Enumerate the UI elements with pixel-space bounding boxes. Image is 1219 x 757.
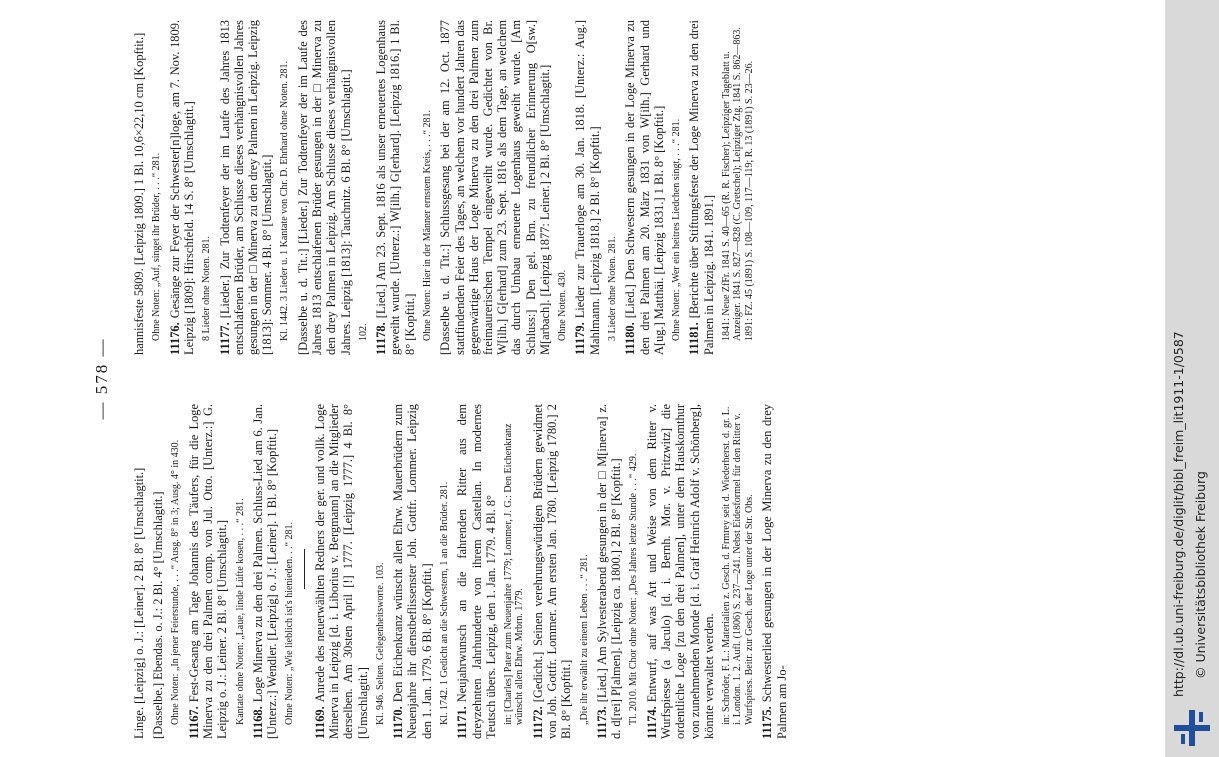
page-number: — 578 — xyxy=(92,337,111,420)
entry-text: [Lied.] Am Sylvesterabend gesungen in der □ M[inerva] z. d. d[rei] P[almen]. [Leipzig ca. 1800.] 2 Bl. 8° [Kopftit.] xyxy=(595,404,624,739)
entry-number: 11180. xyxy=(623,322,638,355)
catalog-entry xyxy=(531,404,574,739)
library-logo-icon xyxy=(1172,708,1212,748)
entry-number: 11178. xyxy=(374,322,389,355)
source-url[interactable]: http://dl.ub.uni-freiburg.de/diglit/bibl_freim_lit1911-1/0587 xyxy=(1171,331,1186,697)
catalog-entry xyxy=(374,20,417,355)
catalog-entry xyxy=(645,404,716,739)
catalog-entry xyxy=(132,404,146,739)
entry-text: Linge. [Leipzig] o. J.: [Leiner]. 2 Bl. 8° [Umschlagtit.] xyxy=(132,467,146,739)
entry-text: [Lieder.] Zur Todtenfeyer der im Laufe des Jahres 1813 entschlafenen Brüder, am Schlusse dieses verhängnisvollen Jahres gesungen in der □ Minerva zu den drey Palmen in Leipzig. Leipzig [1813]: Sommer. 4 Bl. 8° [Umschlagtit.] xyxy=(217,20,275,355)
entry-text: Gesänge zur Feyer der Schwester[n]loge, am 7. Nov. 1809. Leipzig [1809]: Hirschfeld. 14 S. 8° [Umschlagtit.] xyxy=(167,20,196,355)
entry-number: 11176. xyxy=(167,322,182,355)
entry-text: [Dasselbe.] Ebendas. o. J.: 2 Bl. 4° [Umschlagtit.] xyxy=(151,491,166,739)
entry-text: Lieder zur Trauerloge am 30. Jan. 1818. [Unterz.: Aug.] Mahlmann. [Leipzig 1818.] 2 Bl. 8° [Kopftit.] xyxy=(573,20,602,355)
entry-note: Ohne Noten: Hier in der Männer ernstem Kreis, . . .“ 281. xyxy=(421,109,433,341)
entry-note: „Die ihr erwählt zu einem Leben . . .“ 281. xyxy=(578,554,590,725)
entry-note: Kl. 946. Selten. Gelegenheitsworte. 103. xyxy=(374,562,386,725)
catalog-entry xyxy=(187,404,230,739)
catalog-entry xyxy=(623,20,666,355)
right-column xyxy=(132,20,760,355)
entry-text: [Lied.] Am 23. Sept. 1816 als unser erneuertes Logenhaus geweiht wurde. [Unterz.:] W[ilh.] G[erhard]. [Leipzig 1816.] 1 Bl. 8° [Kopftit.] xyxy=(374,20,417,355)
catalog-entry xyxy=(438,20,552,355)
entry-note: in: Schröder, F. L.: Materialien z. Gesch. d. Frmrey seit d. Wiederherst. d. gr. L. i. London. 1. 2. Aufl. (1806) S. 237—241. Nebst Eidesformel für den Ritter v. Wurfspiess. Beitr. zur Gesch. der Loge unter der Str. Obs. xyxy=(720,406,755,725)
catalog-entry xyxy=(313,404,370,739)
catalog-entry xyxy=(455,404,498,739)
entry-number: 11168. xyxy=(251,706,266,739)
entry-text: [Dasselbe u. d. Tit.:] [Lieder.] Zur Todtenfeyer der im Laufe des Jahres 1813 entschlafenen Brüder gesungen in der □ Minerva zu den drey Palmen in Leipzig. Am Schlusse dieses verhängnisvollen Jahres. Leipzig [1813]: Tauchnitz. 6 Bl. 8° [Umschlagtit.] xyxy=(295,20,353,355)
entry-number: 11179. xyxy=(573,322,588,355)
left-column xyxy=(132,404,794,739)
entry-text: Neujahrwunsch an die fahrenden Ritter aus dem dreyzehnten Jahrhunderte von ihrem Castellan. In modernes Teutsch übers. Leipzig, den 1. Jan. 1779. 4 Bl. 8° xyxy=(455,404,498,739)
entry-note: Ohne Noten: „In jener Feierstunde, . . .“ Ausg. 8° in 3; Ausg. 4° in 430. xyxy=(170,439,182,725)
catalog-entry xyxy=(132,20,146,355)
section-divider xyxy=(304,549,305,589)
entry-note: 102. xyxy=(357,323,369,341)
entry-text: Anrede des neuerwählten Redners der ger. und vollk. Loge Minerva in Leipzig [d. i. Liborius v. Bergmann] an die Mitglieder derselben. Am 30sten April [!] 1777. [Leipzig 1777.] 4 Bl. 8° [Umschlagtit.] xyxy=(312,404,370,739)
entry-note: 1841: Neue ZfFr. 1841 S. 40—65 (R. R. Fischer); Leipziger Tageblatt u. Anzeiger. 1841 S. 827—828 (C. Gretschel); Leipziger Ztg. 1841 S. 862—863. 1891: FZ. 45 (1891) S. 108—109, 117—119; R. 13 (1891) S. 23—26. xyxy=(720,27,755,341)
entry-note: Ohne Noten. 430. xyxy=(556,269,568,341)
entry-number: 11174. xyxy=(644,706,659,739)
entry-text: Den Eichenkranz wünscht allen Ehrw. Mauerbrüdern zum Neuenjahre ihr dienstbeflissenster Joh. Gottfr. Lommer. Leipzig den 1. Jan. 1779. 6 Bl. 8° [Kopftit.] xyxy=(391,404,434,739)
entry-note: Ohne Noten: „Wer ein heitres Liedchen singt, . . .“ 281. xyxy=(670,118,682,341)
catalog-entry xyxy=(687,20,715,355)
catalog-entry xyxy=(296,20,353,355)
entry-text: Loge Minerva zu den drei Palmen. Schluss-Lied am 6. Jan. [Unterz.:] Wendler. [Leipzig] o. J.: [Leiner]. 1 Bl. 8° [Kopftit.] xyxy=(251,404,280,739)
entry-text: Schwesterlied gesungen in der Loge Minerva zu den drey Palmen am Jo- xyxy=(760,404,789,739)
entry-text: [Lied.] Den Schwestern gesungen in der Loge Minerva zu den drei Palmen am 20. März 1831 von W[ilh.] Gerhard und A[ug.] Matthäi. [Leipzig 1831.] 1 Bl. 8° [Kopftit.] xyxy=(623,20,666,355)
catalog-entry xyxy=(391,404,434,739)
catalog-entry xyxy=(573,20,601,355)
copyright-notice: © Universitätsbibliothek Freiburg xyxy=(1193,471,1208,679)
entry-note: Tl. 2010. Mit Chor ohne Noten: „Des Jahres letzte Stunde . . .“ 429. xyxy=(628,453,640,725)
entry-number: 11173. xyxy=(595,706,610,739)
entry-note: Ohne Noten: „Auf, singet ihr Brüder, . . .“ 281. xyxy=(151,152,163,341)
entry-note: Kl. 1742. 1 Gedicht an die Schwestern, 1 an die Brüder. 281. xyxy=(438,481,450,725)
entry-number: 11169. xyxy=(312,706,327,739)
entry-text: hannisfeste 5809. [Leipzig 1809.] 1 Bl. 10,6×22,10 cm [Kopftit.] xyxy=(132,32,146,355)
catalog-entry xyxy=(218,20,275,355)
entry-note: Kantate ohne Noten: „Laue, linde Lüfte kosen, . . .“ 281. xyxy=(234,498,246,725)
entry-number: 11177. xyxy=(217,322,232,355)
entry-number: 11171. xyxy=(455,706,470,739)
entry-number: 11172. xyxy=(530,706,545,739)
catalog-entry xyxy=(595,404,623,739)
entry-note: Kl. 1442. 3 Lieder u. 1 Kantate von Chr. D. Ehrhard ohne Noten. 281. xyxy=(279,61,291,341)
entry-note: in: [Charles] Pater zum Neuenjahre 1779; Lommer, J. G.: Den Eichenkranz wünscht allen Ehrw. Mrbrn. 1779. xyxy=(502,423,526,725)
catalog-entry xyxy=(251,404,279,739)
catalog-entry xyxy=(760,404,788,739)
entry-text: [Berichte über Stiftungsfeste der Loge Minerva zu den drei Palmen in Leipzig. 1841. 1891.] xyxy=(687,20,716,355)
entry-note: 3 Lieder ohne Noten. 281. xyxy=(606,236,618,341)
entry-note: 8 Lieder ohne Noten. 281. xyxy=(201,236,213,341)
side-strip xyxy=(1165,0,1219,757)
entry-text: Entwurf, auf was Art und Weise von dem Ritter v. Wurfspiesse (a Jaculo) [d. i. Bernh. Mor. v. Pritzwitz] die ordentliche Loge [zu den drei Palmen], unter dem Hauskomthur von zunehmenden Monde [d. i. Graf Heinrich Adolf v. Schönberg], könnte verwaltet werden. xyxy=(644,404,716,739)
catalog-entry xyxy=(168,20,196,355)
entry-number: 11175. xyxy=(760,706,775,739)
entry-number: 11181. xyxy=(687,322,702,355)
entry-text: Fest-Gesang am Tage Johannis des Täufers, für die Loge Minerva zu den drei Palmen comp. von Jul. Otto. [Unterz.:] G. Leipzig o. J.: Leiner. 2 Bl. 8° [Umschlagtit.] xyxy=(186,404,230,739)
entry-text: [Dasselbe u. d. Tit.:] Schlussgesang bei der am 12. Oct. 1877 stattfindenden Feier des Tages, an welchem vor hundert Jahren das gegenwärtige Haus der Loge Minerva zu den drei Palmen zum freimaurerischen Tempel eingeweiht wurde. Gedichtet von Br. W[ilh.] G[erhard] zum 23. Sept. 1816 als dem Tage, an welchem das durch Umbau erneuerte Logenhaus geweiht wurde. [Am Schluss:] Den gel. Brn. zu freundlicher Erinnerung O[sw.] M[arbach]. [Leipzig 1877: Leiner.] 2 Bl. 8° [Umschlagtit.] xyxy=(438,20,552,355)
catalog-entry xyxy=(151,404,165,739)
entry-note: Ohne Noten: „Wie lieblich ist's hienieden. . .“ 281. xyxy=(284,521,296,725)
entry-number: 11170. xyxy=(391,706,406,739)
entry-number: 11167. xyxy=(186,706,201,739)
entry-text: [Gedicht.] Seinen verehrungswürdigen Brüdern gewidmet von Joh. Gottfr. Lommer. Am ersten Jan. 1780. [Leipzig 1780.] 2 Bl. 8° [Kopftit.] xyxy=(530,404,574,739)
